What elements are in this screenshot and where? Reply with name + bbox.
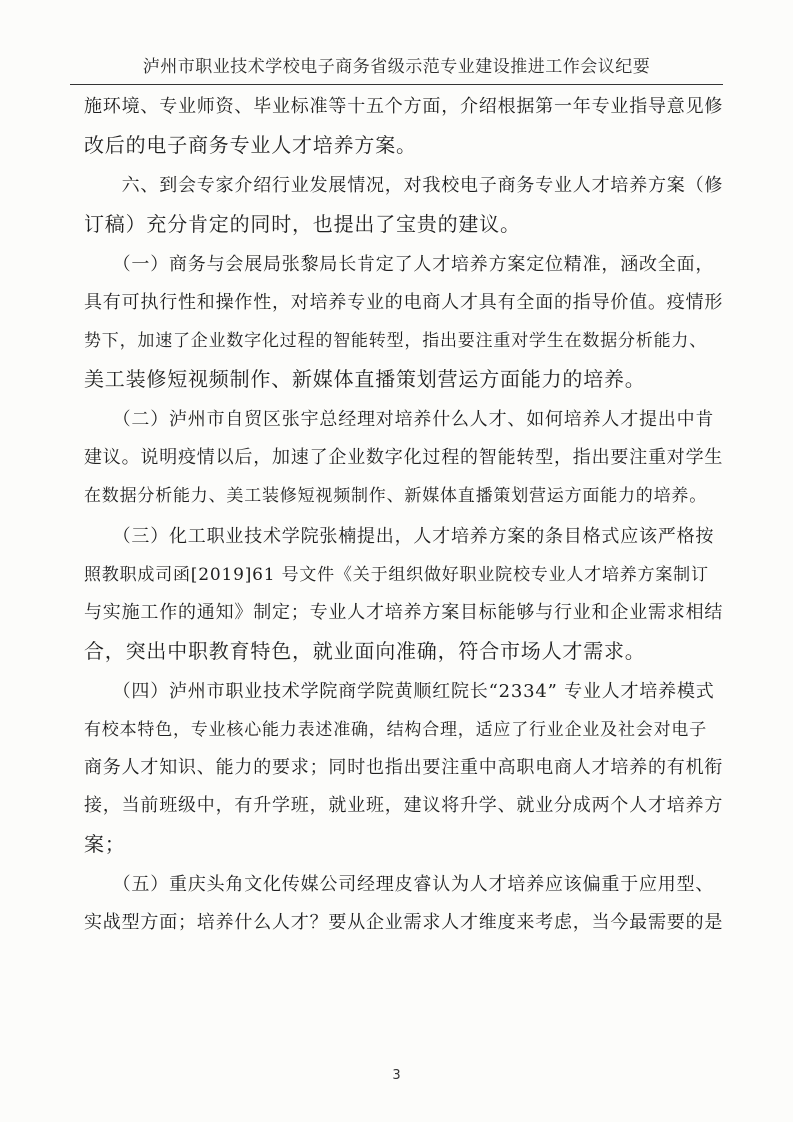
text-line: 具有可执行性和操作性，对培养专业的电商人才具有全面的指导价值。疫情形 xyxy=(84,292,724,313)
paragraph xyxy=(84,246,724,398)
page-number: 3 xyxy=(392,1068,401,1083)
paragraph xyxy=(84,167,724,243)
text-line: 案； xyxy=(84,832,126,856)
text-line: 实战型方面；培养什么人才？要从企业需求人才维度来考虑，当今最需要的是 xyxy=(84,912,724,933)
text-line: 建议。说明疫情以后，加速了企业数字化过程的智能转型，指出要注重对学生 xyxy=(84,447,724,468)
text-line: 施环境、专业师资、毕业标准等十五个方面，介绍根据第一年专业指导意见修 xyxy=(84,96,724,117)
text-line: 美工装修短视频制作、新媒体直播策划营运方面能力的培养。 xyxy=(84,367,646,391)
paragraph xyxy=(84,866,724,942)
document-body xyxy=(84,88,724,942)
document-header: 泸州市职业技术学校电子商务省级示范专业建设推进工作会议纪要 xyxy=(142,57,651,77)
text-line: 改后的电子商务专业人才培养方案。 xyxy=(84,133,417,157)
text-line: 合，突出中职教育特色，就业面向准确，符合市场人才需求。 xyxy=(84,639,646,663)
text-line: （二）泸州市自贸区张宇总经理对培养什么人才、如何培养人才提出中肯 xyxy=(84,409,715,430)
text-line: 订稿）充分肯定的同时，也提出了宝贵的建议。 xyxy=(84,212,521,236)
text-line: 照教职成司函[2019]61 号文件《关于组织做好职业院校专业人才培养方案制订 xyxy=(84,565,709,585)
text-line: （一）商务与会展局张黎局长肯定了人才培养方案定位精准，涵改全面， xyxy=(84,254,715,275)
text-line: 六、到会专家介绍行业发展情况，对我校电子商务专业人才培养方案（修 xyxy=(84,175,724,196)
paragraph xyxy=(84,401,724,515)
text-line: 接，当前班级中，有升学班，就业班，建议将升学、就业分成两个人才培养方 xyxy=(84,795,724,816)
text-line: 与实施工作的通知》制定；专业人才培养方案目标能够与行业和企业需求相结 xyxy=(84,602,724,623)
text-line: （四）泸州市职业技术学院商学院黄顺红院长“2334” 专业人才培养模式 xyxy=(84,681,715,702)
text-line: 在数据分析能力、美工装修短视频制作、新媒体直播策划营运方面能力的培养。 xyxy=(84,486,707,506)
text-line: （三）化工职业技术学院张楠提出，人才培养方案的条目格式应该严格按 xyxy=(84,526,715,547)
header-divider xyxy=(70,84,723,85)
paragraph xyxy=(84,518,724,670)
text-line: 商务人才知识、能力的要求；同时也指出要注重中高职电商人才培养的有机衔 xyxy=(84,757,724,778)
text-line: 有校本特色，专业核心能力表述准确，结构合理，适应了行业企业及社会对电子 xyxy=(84,720,707,740)
paragraph xyxy=(84,88,724,164)
paragraph xyxy=(84,673,724,863)
text-line: 势下，加速了企业数字化过程的智能转型，指出要注重对学生在数据分析能力、 xyxy=(84,331,707,351)
text-line: （五）重庆头角文化传媒公司经理皮睿认为人才培养应该偏重于应用型、 xyxy=(84,874,715,895)
